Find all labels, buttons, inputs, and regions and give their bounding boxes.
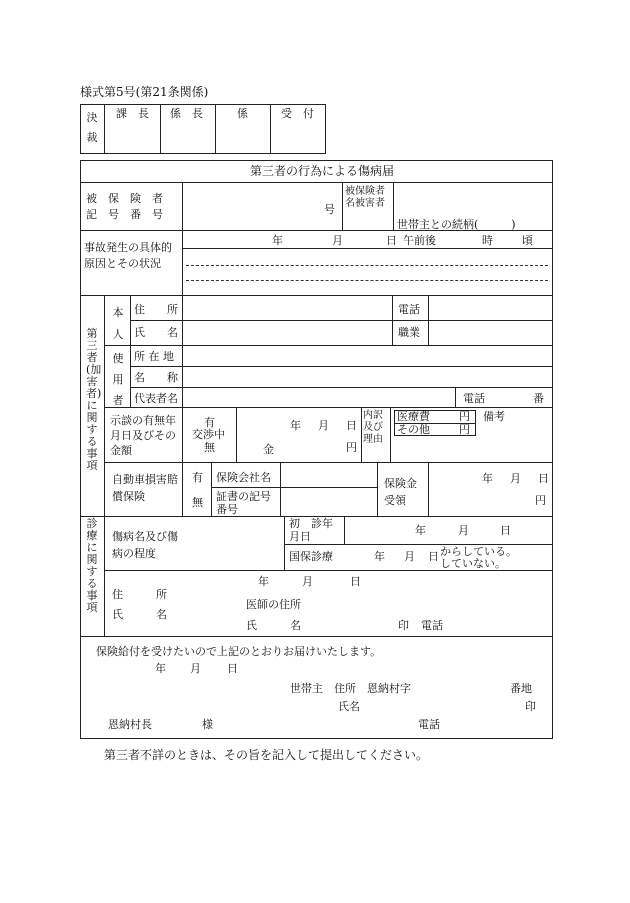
settlement-year: 年: [290, 419, 301, 432]
breakdown-label: 内訳及び理由: [363, 410, 383, 445]
mayor-label: 恩納村長: [108, 718, 152, 731]
insurer-name-label: 保険会社名: [216, 471, 271, 484]
national-care-label: 国保診療: [289, 550, 333, 563]
self-address-field[interactable]: [183, 296, 391, 320]
settlement-no[interactable]: 無: [204, 441, 215, 454]
employer-name-label: 名 称: [134, 371, 178, 384]
doctor-day: 日: [350, 575, 361, 588]
approval-col-section-chief[interactable]: 課 長: [116, 107, 149, 120]
doctor-seal: 印: [398, 619, 409, 632]
accident-line-2[interactable]: [186, 280, 548, 281]
relation-label[interactable]: 世帯主との続柄( ): [397, 218, 516, 231]
head-address-label[interactable]: 世帯主 住所 恩納村字: [290, 682, 411, 695]
doctor-month: 月: [302, 575, 313, 588]
insured-label-1: 被 保 険 者: [86, 192, 163, 205]
insurance-day: 日: [538, 472, 549, 485]
accident-label: 事故発生の具体的原因とその状況: [84, 241, 172, 270]
national-status-no[interactable]: していない。: [440, 557, 506, 570]
approval-label: 決裁: [86, 111, 98, 144]
doctor-address[interactable]: 医師の住所: [246, 598, 301, 611]
accident-day: 日: [386, 234, 397, 247]
form-title: 第三者の行為による傷病届: [250, 164, 395, 178]
settlement-negotiating[interactable]: 交渉中: [192, 428, 225, 441]
injury-label: 傷病名及び傷病の程度: [112, 530, 178, 560]
insured-number-suffix: 号: [324, 203, 335, 216]
declaration-month: 月: [190, 662, 201, 675]
self-phone-label: 電話: [398, 303, 420, 316]
head-seal: 印: [525, 700, 536, 713]
declaration-phone-label: 電話: [418, 718, 440, 731]
doctor-name[interactable]: 氏 名: [246, 619, 301, 632]
first-visit-year: 年: [415, 524, 426, 537]
mayor-honorific: 様: [202, 718, 213, 731]
national-year: 年: [374, 550, 385, 563]
insurance-year: 年: [482, 472, 493, 485]
insurance-yen: 円: [535, 494, 546, 507]
third-party-group-label: 第三者(加害者)に関する事項: [86, 327, 102, 472]
insurance-received-label: 保険金受領: [384, 477, 417, 507]
insurance-month: 月: [510, 472, 521, 485]
accident-line-1[interactable]: [186, 265, 548, 266]
insured-label-2: 記 号 番 号: [86, 208, 163, 221]
doctor-phone-label: 電話: [421, 619, 443, 632]
other-fee-label: その他: [397, 423, 430, 436]
auto-insurance-yes[interactable]: 有: [192, 471, 203, 484]
medical-fee-yen: 円: [459, 410, 470, 423]
approval-col-sub-chief[interactable]: 係 長: [170, 107, 203, 120]
declaration-day: 日: [227, 662, 238, 675]
form-id-label: 様式第5号(第21条関係): [80, 85, 209, 99]
approval-col-staff[interactable]: 係: [237, 107, 248, 120]
self-occupation-label: 職業: [398, 326, 420, 339]
self-name-label: 氏 名: [134, 326, 178, 339]
first-visit-day: 日: [500, 524, 511, 537]
remarks-label: 備考: [483, 410, 505, 423]
head-name-label[interactable]: 氏名: [338, 700, 360, 713]
self-label: 本人: [112, 306, 124, 341]
settlement-yes[interactable]: 有: [204, 416, 215, 429]
auto-insurance-no[interactable]: 無: [192, 496, 203, 509]
declaration-year: 年: [155, 662, 166, 675]
insured-name-label: 被保険者名被害者: [345, 186, 385, 209]
doctor-name-label: 氏 名: [112, 608, 167, 621]
accident-year: 年: [272, 234, 283, 247]
national-status-yes[interactable]: からしている。: [440, 545, 517, 558]
first-visit-label: 初 診年月日: [289, 517, 333, 543]
approval-col-reception[interactable]: 受 付: [281, 107, 314, 120]
settlement-yen: 円: [346, 441, 357, 454]
accident-approx: 頃: [522, 234, 533, 247]
employer-phone-label: 電話: [463, 392, 485, 405]
settlement-day: 日: [346, 419, 357, 432]
settlement-amount-label: 金: [263, 443, 274, 456]
employer-phone-suffix: 番: [533, 392, 544, 405]
auto-insurance-label: 自動車損害賠償保険: [112, 473, 178, 503]
employer-label: 使用者: [112, 352, 124, 407]
accident-hour: 時: [482, 234, 493, 247]
national-day: 日: [428, 550, 439, 563]
doctor-address-label: 住 所: [112, 588, 167, 601]
self-address-label: 住 所: [134, 303, 178, 316]
accident-month: 月: [332, 234, 343, 247]
national-month: 月: [404, 550, 415, 563]
settlement-label: 示談の有無年月日及びその金額: [110, 414, 176, 457]
settlement-month: 月: [318, 419, 329, 432]
banchi-label: 番地: [510, 682, 532, 695]
medical-fee-label: 医療費: [397, 410, 430, 423]
employer-location-label: 所 在 地: [134, 350, 174, 363]
accident-ampm[interactable]: 午前後: [403, 234, 436, 247]
medical-group-label: 診療に関する事項: [86, 517, 98, 614]
declaration-statement: 保険給付を受けたいので上記のとおりお届けいたします。: [96, 645, 382, 658]
representative-label: 代表者名: [134, 392, 178, 405]
doctor-year: 年: [258, 575, 269, 588]
certificate-label: 証書の記号番号: [216, 490, 271, 516]
other-fee-yen: 円: [459, 423, 470, 436]
first-visit-month: 月: [458, 524, 469, 537]
insured-number-field[interactable]: [183, 183, 341, 229]
footer-note: 第三者不詳のときは、その旨を記入して提出してください。: [104, 748, 429, 762]
